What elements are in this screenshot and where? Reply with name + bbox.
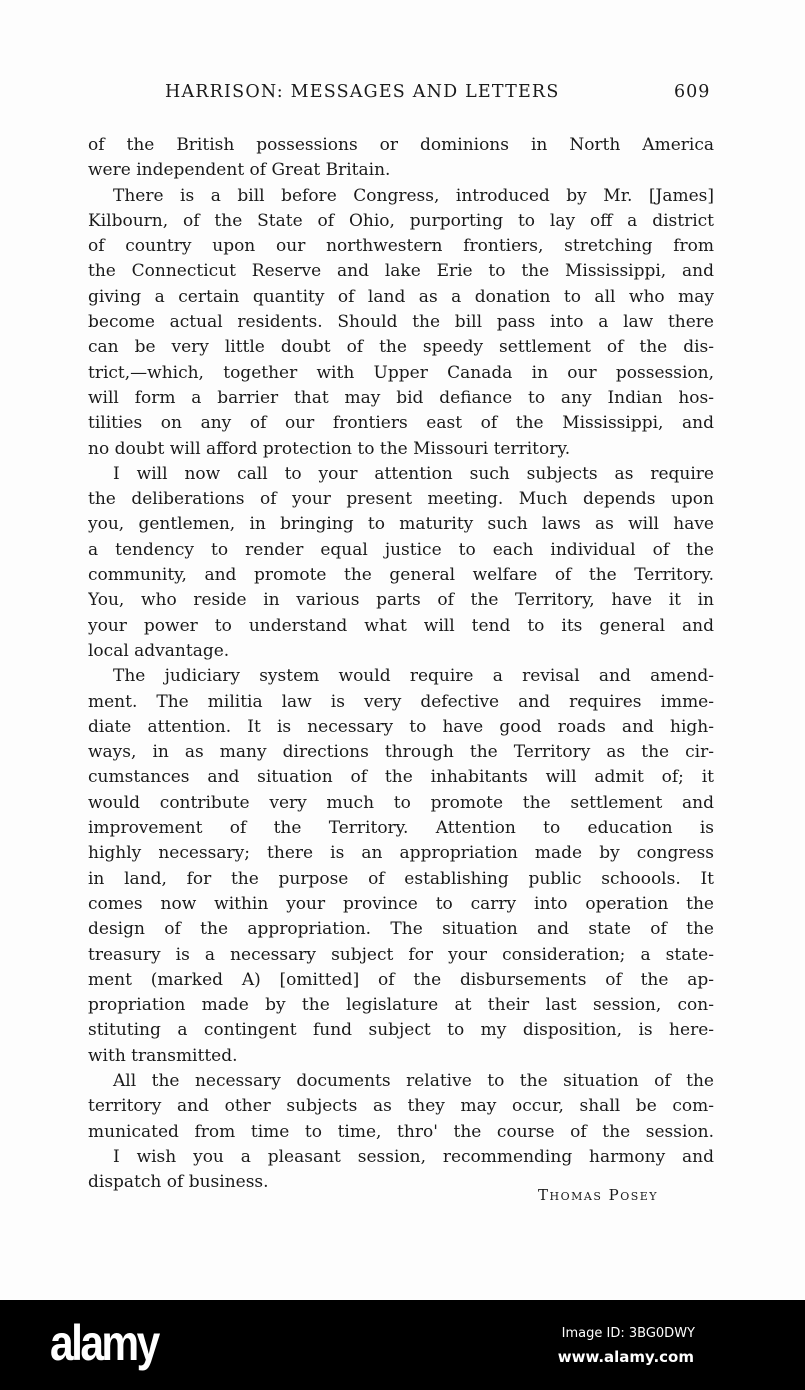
text-line: become actual residents. Should the bill pass into a law there xyxy=(88,312,714,333)
watermark-bar xyxy=(0,1300,805,1390)
running-head: HARRISON: MESSAGES AND LETTERS xyxy=(165,82,560,102)
text-line: treasury is a necessary subject for your consideration; a state- xyxy=(88,944,714,965)
text-line: will form a barrier that may bid defiance to any Indian hos- xyxy=(88,387,714,408)
text-line: the Connecticut Reserve and lake Erie to the Mississippi, and xyxy=(88,261,714,282)
text-line: diate attention. It is necessary to have good roads and high- xyxy=(88,716,714,737)
text-line: no doubt will afford protection to the Missouri territory. xyxy=(88,438,571,459)
body-text xyxy=(88,133,714,1195)
text-line: of country upon our northwestern frontiers, stretching from xyxy=(88,236,714,257)
text-line: The judiciary system would require a revisal and amend- xyxy=(113,666,714,687)
text-line: cumstances and situation of the inhabitants will admit of; it xyxy=(88,767,714,788)
text-line: highly necessary; there is an appropriation made by congress xyxy=(88,843,714,864)
text-line: would contribute very much to promote the settlement and xyxy=(88,792,714,813)
site-url: www.alamy.com xyxy=(557,1348,694,1366)
text-line: propriation made by the legislature at their last session, con- xyxy=(88,995,714,1016)
text-line: ment (marked A) [omitted] of the disbursements of the ap- xyxy=(88,969,714,990)
text-line: of the British possessions or dominions in North America xyxy=(88,135,714,155)
text-line: ways, in as many directions through the Territory as the cir- xyxy=(88,742,714,763)
text-line: I wish you a pleasant session, recommending harmony and xyxy=(113,1146,714,1167)
text-line: There is a bill before Congress, introduced by Mr. [James] xyxy=(113,185,714,206)
text-line: in land, for the purpose of establishing public schoools. It xyxy=(88,868,714,889)
text-line: You, who reside in various parts of the Territory, have it in xyxy=(88,590,714,611)
page-number: 609 xyxy=(674,82,711,102)
text-line: you, gentlemen, in bringing to maturity such laws as will have xyxy=(88,514,714,535)
text-line: giving a certain quantity of land as a donation to all who may xyxy=(88,286,714,307)
text-line: ment. The militia law is very defective and requires imme- xyxy=(88,691,714,712)
text-line: improvement of the Territory. Attention to education is xyxy=(88,818,714,839)
text-line: All the necessary documents relative to the situation of the xyxy=(113,1070,714,1091)
text-line: I will now call to your attention such subjects as require xyxy=(113,463,714,484)
text-line: a tendency to render equal justice to each individual of the xyxy=(88,539,714,560)
text-line: municated from time to time, thro' the course of the session. xyxy=(88,1121,714,1142)
text-line: territory and other subjects as they may occur, shall be com- xyxy=(88,1096,714,1117)
text-line: local advantage. xyxy=(88,640,230,661)
text-line: tilities on any of our frontiers east of the Mississippi, and xyxy=(88,413,714,434)
text-line: with transmitted. xyxy=(88,1045,238,1066)
text-line: dispatch of business. xyxy=(88,1172,269,1193)
text-line: were independent of Great Britain. xyxy=(88,160,391,181)
signature: Thomas Posey xyxy=(538,1186,659,1204)
text-line: comes now within your province to carry into operation the xyxy=(88,893,714,914)
text-line: design of the appropriation. The situation and state of the xyxy=(88,919,714,940)
text-line: your power to understand what will tend to its general and xyxy=(88,615,714,636)
text-line: Kilbourn, of the State of Ohio, purporting to lay off a district xyxy=(88,210,714,231)
alamy-logo: alamy xyxy=(50,1315,158,1371)
text-line: stituting a contingent fund subject to my disposition, is here- xyxy=(88,1020,714,1041)
text-line: community, and promote the general welfare of the Territory. xyxy=(88,565,714,586)
text-line: the deliberations of your present meeting. Much depends upon xyxy=(88,489,714,510)
image-id: Image ID: 3BG0DWY xyxy=(561,1326,695,1341)
text-line: can be very little doubt of the speedy settlement of the dis- xyxy=(88,337,714,358)
text-line: trict,—which, together with Upper Canada in our possession, xyxy=(88,362,714,383)
